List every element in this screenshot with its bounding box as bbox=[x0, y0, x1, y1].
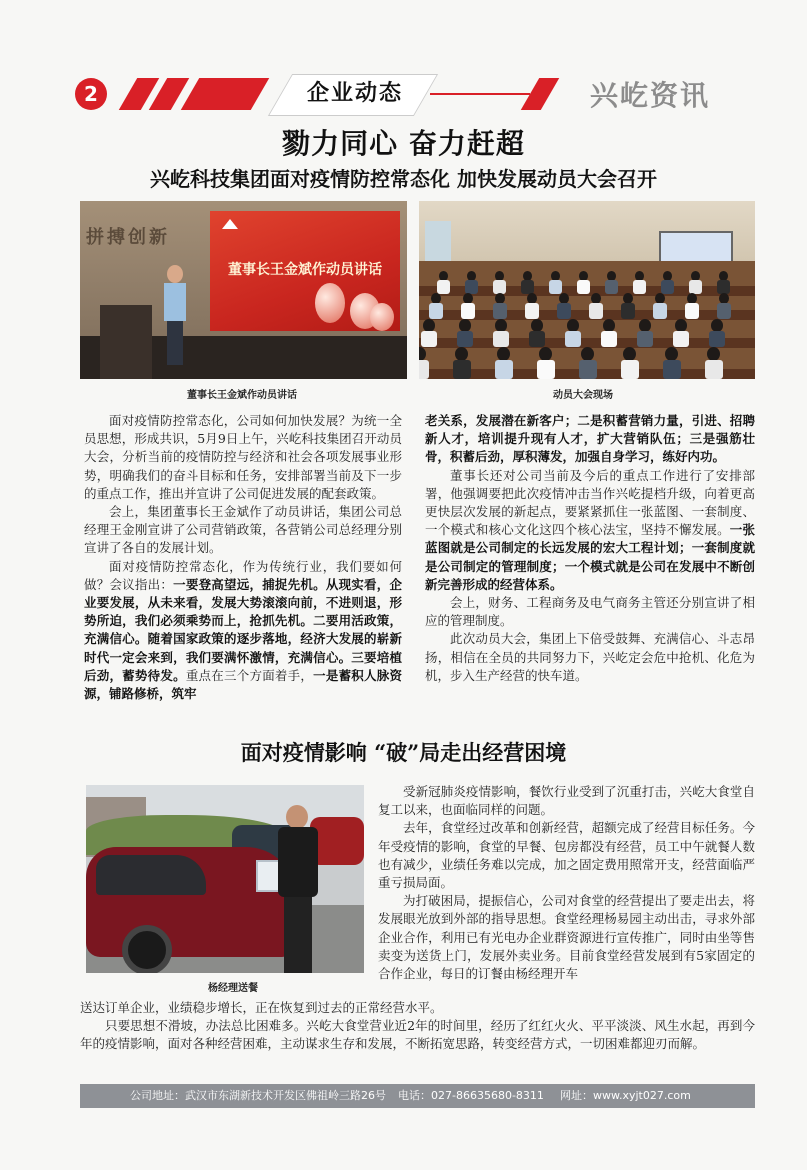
attendee-body bbox=[493, 303, 507, 318]
car-window bbox=[96, 855, 206, 895]
attendee-body bbox=[709, 331, 725, 348]
bold-text-run: 一是蓄积人脉资源，铺路修桥，筑牢 bbox=[84, 667, 402, 702]
article-title: 面对疫情影响 “破”局走出经营困境 bbox=[240, 740, 567, 765]
section-title: 企业动态 bbox=[306, 81, 403, 106]
article-title: 勠力同心 奋力赶超 bbox=[282, 127, 525, 160]
attendee-body bbox=[717, 280, 730, 294]
text-run: 面对疫情防控常态化，作为传统行业，我们要如何做？会议指出： bbox=[84, 558, 402, 592]
text-run: 董事长还对公司当前及今后的重点工作进行了安排部署，他强调要把此次疫情冲击当作兴屹提档升级，向着更高更快层次发展的新起点，要紧紧抓住一张蓝图、一套制度、一个模式和核心文化这四个核心法宝，坚持不懈发展。 bbox=[425, 467, 755, 538]
attendee-body bbox=[557, 303, 571, 318]
article1-left-column bbox=[84, 412, 402, 703]
attendee-body bbox=[521, 280, 534, 294]
attendee-body bbox=[565, 331, 581, 348]
attendee-body bbox=[493, 331, 509, 348]
attendee-body bbox=[549, 280, 562, 294]
photo-caption-left: 董事长王金斌作动员讲话 bbox=[187, 390, 297, 401]
manager-legs bbox=[284, 897, 312, 973]
speaker-head bbox=[167, 265, 183, 283]
attendee-body bbox=[705, 360, 723, 379]
header-rule bbox=[430, 93, 530, 95]
car-wheel bbox=[122, 925, 172, 973]
paragraph bbox=[425, 467, 755, 594]
meeting-photo bbox=[419, 201, 755, 379]
attendee-body bbox=[605, 280, 618, 294]
attendee-head bbox=[423, 319, 435, 332]
article2-right-column bbox=[378, 783, 755, 983]
page-number-badge: 2 bbox=[75, 78, 107, 110]
paragraph bbox=[84, 558, 402, 704]
attendee-head bbox=[531, 319, 543, 332]
attendee-body bbox=[529, 331, 545, 348]
attendee-body bbox=[419, 360, 429, 379]
attendee-body bbox=[633, 280, 646, 294]
attendee-body bbox=[537, 360, 555, 379]
attendee-body bbox=[621, 360, 639, 379]
bold-text-run: 一要登高望远，捕捉先机。从现实看，企业要发展，从未来看，发展大势滚滚向前，不进则退，形势所迫，我们必须乘势而上，抢抓先机。二要用活政策，充满信心。随着国家政策的逐步落地，经济大发展的崭新时代一定会来到，我们要满怀激情，充满信心。三要培植后劲，蓄势待发。 bbox=[84, 576, 402, 683]
projection-screen bbox=[210, 211, 400, 331]
paragraph: 此次动员大会，集团上下倍受鼓舞、充满信心、斗志昂扬，相信在全员的共同努力下，兴屹定会危中抢机、化危为机，步入生产经营的快车道。 bbox=[425, 631, 755, 683]
photo-window bbox=[425, 221, 451, 261]
speaker-figure bbox=[164, 265, 186, 365]
attendee-body bbox=[495, 360, 513, 379]
attendee-body bbox=[601, 331, 617, 348]
paragraph: 为打破困局，提振信心，公司对食堂的经营提出了要走出去，将发展眼光放到外部的指导思想。食堂经理杨易园主动出击，寻求外部企业合作，利用已有光电办企业群资源进行宣传推广，同时由坐等售卖变为送货上门，发展外卖业务。目前食堂经营发展到有5家固定的合作企业，每日的订餐由杨经理开车 bbox=[378, 893, 755, 982]
speaker-shirt bbox=[164, 283, 186, 321]
photo-caption: 杨经理送餐 bbox=[208, 983, 258, 994]
bold-text-run: 老关系，发展潜在新客户；二是积蓄营销力量，引进、招聘新人才，培训提升现有人才，扩大营销队伍；三是强筋壮骨，积蓄后劲，厚积薄发，加强自身学习，练好内功。 bbox=[425, 413, 755, 465]
attendee-body bbox=[637, 331, 653, 348]
balloon-decoration bbox=[315, 283, 345, 323]
footer-bar bbox=[80, 1084, 755, 1108]
article1-right-column bbox=[425, 412, 755, 685]
attendee-body bbox=[429, 303, 443, 318]
paragraph: 受新冠肺炎疫情影响，餐饮行业受到了沉重打击，兴屹大食堂自复工以来，也面临同样的问题。 bbox=[378, 784, 755, 818]
attendee-body bbox=[663, 360, 681, 379]
attendee-body bbox=[689, 280, 702, 294]
wall-slogan: 拼搏创新 bbox=[86, 227, 170, 248]
speaker-legs bbox=[167, 321, 183, 365]
attendee-head bbox=[639, 319, 651, 332]
paragraph: 会上，集团董事长王金斌作了动员讲话，集团公司总经理王金刚宣讲了公司营销政策，各营销公司总经理分别宣讲了各自的发展计划。 bbox=[84, 504, 402, 556]
photo-caption-right: 动员大会现场 bbox=[553, 390, 613, 401]
screen-text: 董事长王金斌作动员讲话 bbox=[228, 262, 382, 278]
attendee-body bbox=[421, 331, 437, 348]
attendee-body bbox=[673, 331, 689, 348]
balloon-decoration bbox=[370, 303, 394, 331]
brand-title: 兴屹资讯 bbox=[590, 79, 711, 112]
attendee-head bbox=[567, 319, 579, 332]
paragraph: 送达订单企业，业绩稳步增长，正在恢复到过去的正常经营水平。 bbox=[80, 1000, 443, 1015]
attendee-head bbox=[459, 319, 471, 332]
attendee-body bbox=[685, 303, 699, 318]
attendee-body bbox=[579, 360, 597, 379]
attendee-body bbox=[661, 280, 674, 294]
text-run: 重点在三个方面着手， bbox=[185, 667, 314, 683]
article-subtitle: 兴屹科技集团面对疫情防控常态化 加快发展动员大会召开 bbox=[150, 167, 657, 191]
attendee-head bbox=[603, 319, 615, 332]
footer-phone: 电话：027-86635680-8311 bbox=[398, 1089, 544, 1102]
attendee-body bbox=[465, 280, 478, 294]
attendee-body bbox=[453, 360, 471, 379]
attendee-body bbox=[493, 280, 506, 294]
footer-website[interactable]: 网址：www.xyjt027.com bbox=[560, 1089, 691, 1102]
header-stripe bbox=[181, 78, 269, 110]
attendee-body bbox=[621, 303, 635, 318]
delivery-photo bbox=[86, 785, 364, 973]
paragraph: 面对疫情防控常态化，公司如何加快发展？为统一全员思想，形成共识，5月9日上午，兴屹科技集团召开动员大会，分析当前的疫情防控与经济和社会各项发展事业形势，明确我们的奋斗目标和任务，安排部署当前及下一步的重点工作，推出并宣讲了公司促进发展的配套政策。 bbox=[84, 413, 402, 501]
attendee-body bbox=[525, 303, 539, 318]
attendee-body bbox=[589, 303, 603, 318]
manager-figure bbox=[276, 805, 322, 973]
paragraph bbox=[425, 412, 755, 467]
attendee-head bbox=[675, 319, 687, 332]
manager-shirt bbox=[278, 827, 318, 897]
attendee-body bbox=[577, 280, 590, 294]
article2-full-width bbox=[80, 999, 755, 1054]
attendee-body bbox=[461, 303, 475, 318]
paragraph: 只要思想不滑坡，办法总比困难多。兴屹大食堂营业近2年的时间里，经历了红红火火、平平淡淡、风生水起，再到今年的疫情影响，面对各种经营困难，主动谋求生存和发展，不断拓宽思路，转变经营方式，一切困难都迎刃而解。 bbox=[80, 1018, 755, 1052]
podium bbox=[100, 305, 152, 379]
paragraph: 会上，财务、工程商务及电气商务主管还分别宣讲了相应的管理制度。 bbox=[425, 595, 755, 629]
speech-photo bbox=[80, 201, 407, 379]
attendee-body bbox=[653, 303, 667, 318]
screen-logo-icon bbox=[222, 219, 238, 229]
attendee-body bbox=[717, 303, 731, 318]
attendee-body bbox=[437, 280, 450, 294]
attendee-head bbox=[711, 319, 723, 332]
manager-head bbox=[286, 805, 308, 829]
paragraph: 去年，食堂经过改革和创新经营，超额完成了经营目标任务。今年受疫情的影响，食堂的早餐、包房都没有经营，员工中午就餐人数也有减少，业绩任务难以完成，加之固定费用照常开支，经营面临严重亏损局面。 bbox=[378, 820, 755, 891]
attendee-head bbox=[495, 319, 507, 332]
footer-address: 公司地址：武汉市东湖新技术开发区佛祖岭三路26号 bbox=[130, 1089, 386, 1102]
attendee-body bbox=[457, 331, 473, 348]
bold-text-run: 一张蓝图就是公司制定的长远发展的宏大工程计划；一套制度就是公司制定的管理制度；一个模式就是公司在发展中不断创新完善形成的经营体系。 bbox=[425, 522, 755, 592]
